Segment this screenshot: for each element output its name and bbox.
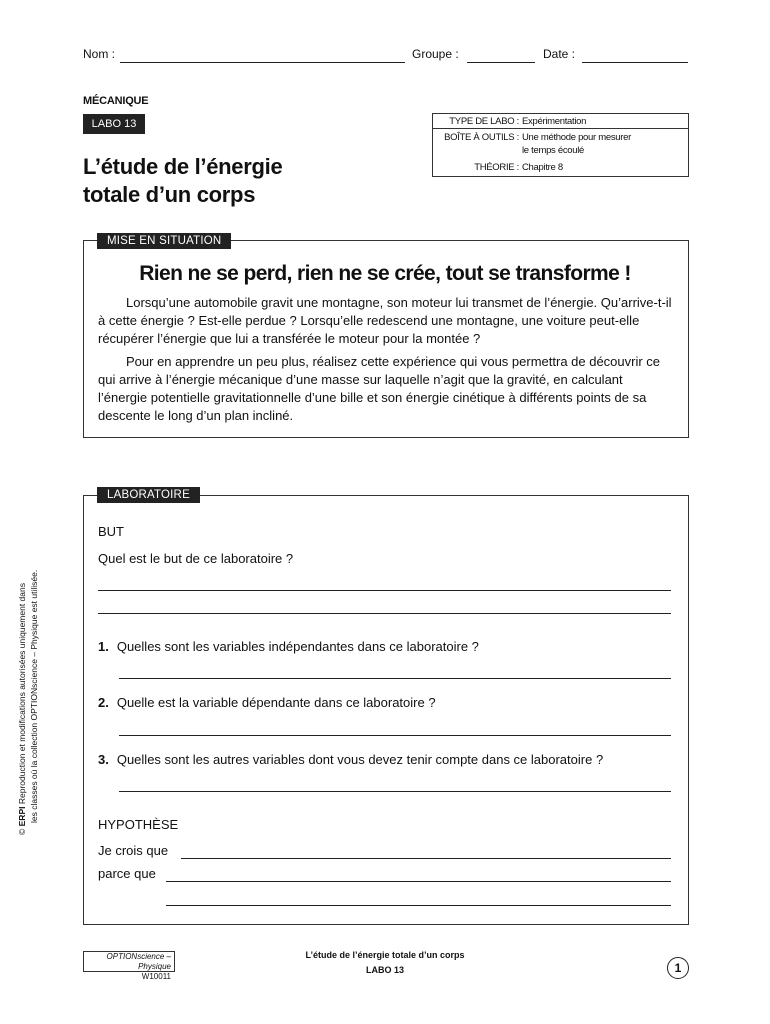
parce-que-answer-line-2[interactable] (166, 905, 671, 906)
question-1-number: 1. (98, 639, 109, 654)
question-2 (98, 695, 436, 710)
groupe-field[interactable] (467, 62, 535, 63)
question-1-text: Quelles sont les variables indépendantes dans ce laboratoire ? (116, 639, 479, 654)
question-3-number: 3. (98, 752, 109, 767)
but-question: Quel est le but de ce laboratoire ? (98, 551, 294, 566)
info-theory-key: THÉORIE : (474, 162, 519, 173)
question-2-answer-line[interactable] (119, 735, 671, 736)
info-divider (433, 128, 688, 129)
info-tools-key: BOÎTE À OUTILS : (444, 132, 519, 143)
question-1 (98, 639, 479, 654)
je-crois-answer-line[interactable] (181, 858, 671, 859)
mise-paragraph-2: Pour en apprendre un peu plus, réalisez cette expérience qui vous permettra de découvrir ce qui arrive à l’énergie mécanique d’une masse sur laquelle n’agit que la gravité, en calculant l’énergie potentielle gravitationnelle d’une bille et son énergie cinétique à différents points de sa descente le long d’un plan incliné. (98, 354, 661, 423)
footer-title: L’étude de l’énergie totale d’un corps (305, 950, 465, 960)
copyright-symbol: © (17, 828, 27, 835)
copyright-line-1-text: Reproduction et modifications autorisées uniquement dans (17, 583, 27, 805)
info-theory-value: Chapitre 8 (522, 162, 563, 173)
question-3 (98, 752, 603, 767)
date-field[interactable] (582, 62, 688, 63)
info-type-key: TYPE DE LABO : (449, 116, 519, 127)
page-title (83, 153, 282, 209)
footer-labo: LABO 13 (365, 965, 404, 975)
lab-info-box (432, 113, 689, 177)
question-3-answer-line[interactable] (119, 791, 671, 792)
but-answer-line-2[interactable] (98, 613, 671, 614)
title-line-2: totale d’un corps (83, 182, 256, 207)
groupe-label: Groupe : (412, 47, 459, 61)
je-crois-label: Je crois que (98, 843, 169, 858)
info-tools-value-1: Une méthode pour mesurer (522, 132, 631, 143)
copyright-line-2: les classes où la collection OPTIONscience – Physique est utilisée. (29, 569, 39, 823)
mise-en-situation-tab: MISE EN SITUATION (97, 233, 231, 249)
copyright-line-1 (16, 545, 28, 835)
parce-que-answer-line-1[interactable] (166, 881, 671, 882)
question-2-text: Quelle est la variable dépendante dans ce laboratoire ? (116, 695, 436, 710)
nom-label: Nom : (83, 47, 116, 61)
parce-que-label: parce que (98, 866, 156, 881)
nom-field[interactable] (120, 62, 405, 63)
info-tools-value-2: le temps écoulé (522, 145, 585, 156)
erpi-brand: ERPI (17, 806, 27, 827)
info-tools-value (522, 131, 682, 157)
domain-label: MÉCANIQUE (83, 95, 149, 107)
copyright-notice (16, 545, 40, 835)
but-answer-line-1[interactable] (98, 590, 671, 591)
title-line-1: L’étude de l’énergie (83, 154, 283, 179)
footer-code: W10011 (141, 972, 171, 981)
question-1-answer-line[interactable] (119, 678, 671, 679)
laboratoire-tab: LABORATOIRE (97, 487, 200, 503)
footer-series-box (83, 951, 175, 981)
but-label: BUT (98, 524, 124, 539)
question-2-number: 2. (98, 695, 109, 710)
footer-center (250, 948, 520, 978)
labo-badge: LABO 13 (83, 114, 145, 134)
footer-series: OPTIONscience – Physique (106, 952, 171, 971)
page-number: 1 (667, 957, 689, 979)
info-type-value: Expérimentation (522, 116, 587, 127)
mise-headline: Rien ne se perd, rien ne se crée, tout se transforme ! (139, 262, 631, 285)
mise-paragraph-1: Lorsqu’une automobile gravit une montagne, son moteur lui transmet de l’énergie. Qu’arrive-t-il à cette énergie ? Est-elle perdue ? Lorsqu’elle redescend une montagne, une voiture peut-elle récupérer l’énergie que lui a transférée le moteur pour la montée ? (98, 295, 672, 346)
question-3-text: Quelles sont les autres variables dont vous devez tenir compte dans ce laboratoire ? (116, 752, 604, 767)
mise-text (98, 294, 673, 425)
date-label: Date : (543, 47, 576, 61)
hypothese-label: HYPOTHÈSE (98, 817, 179, 832)
